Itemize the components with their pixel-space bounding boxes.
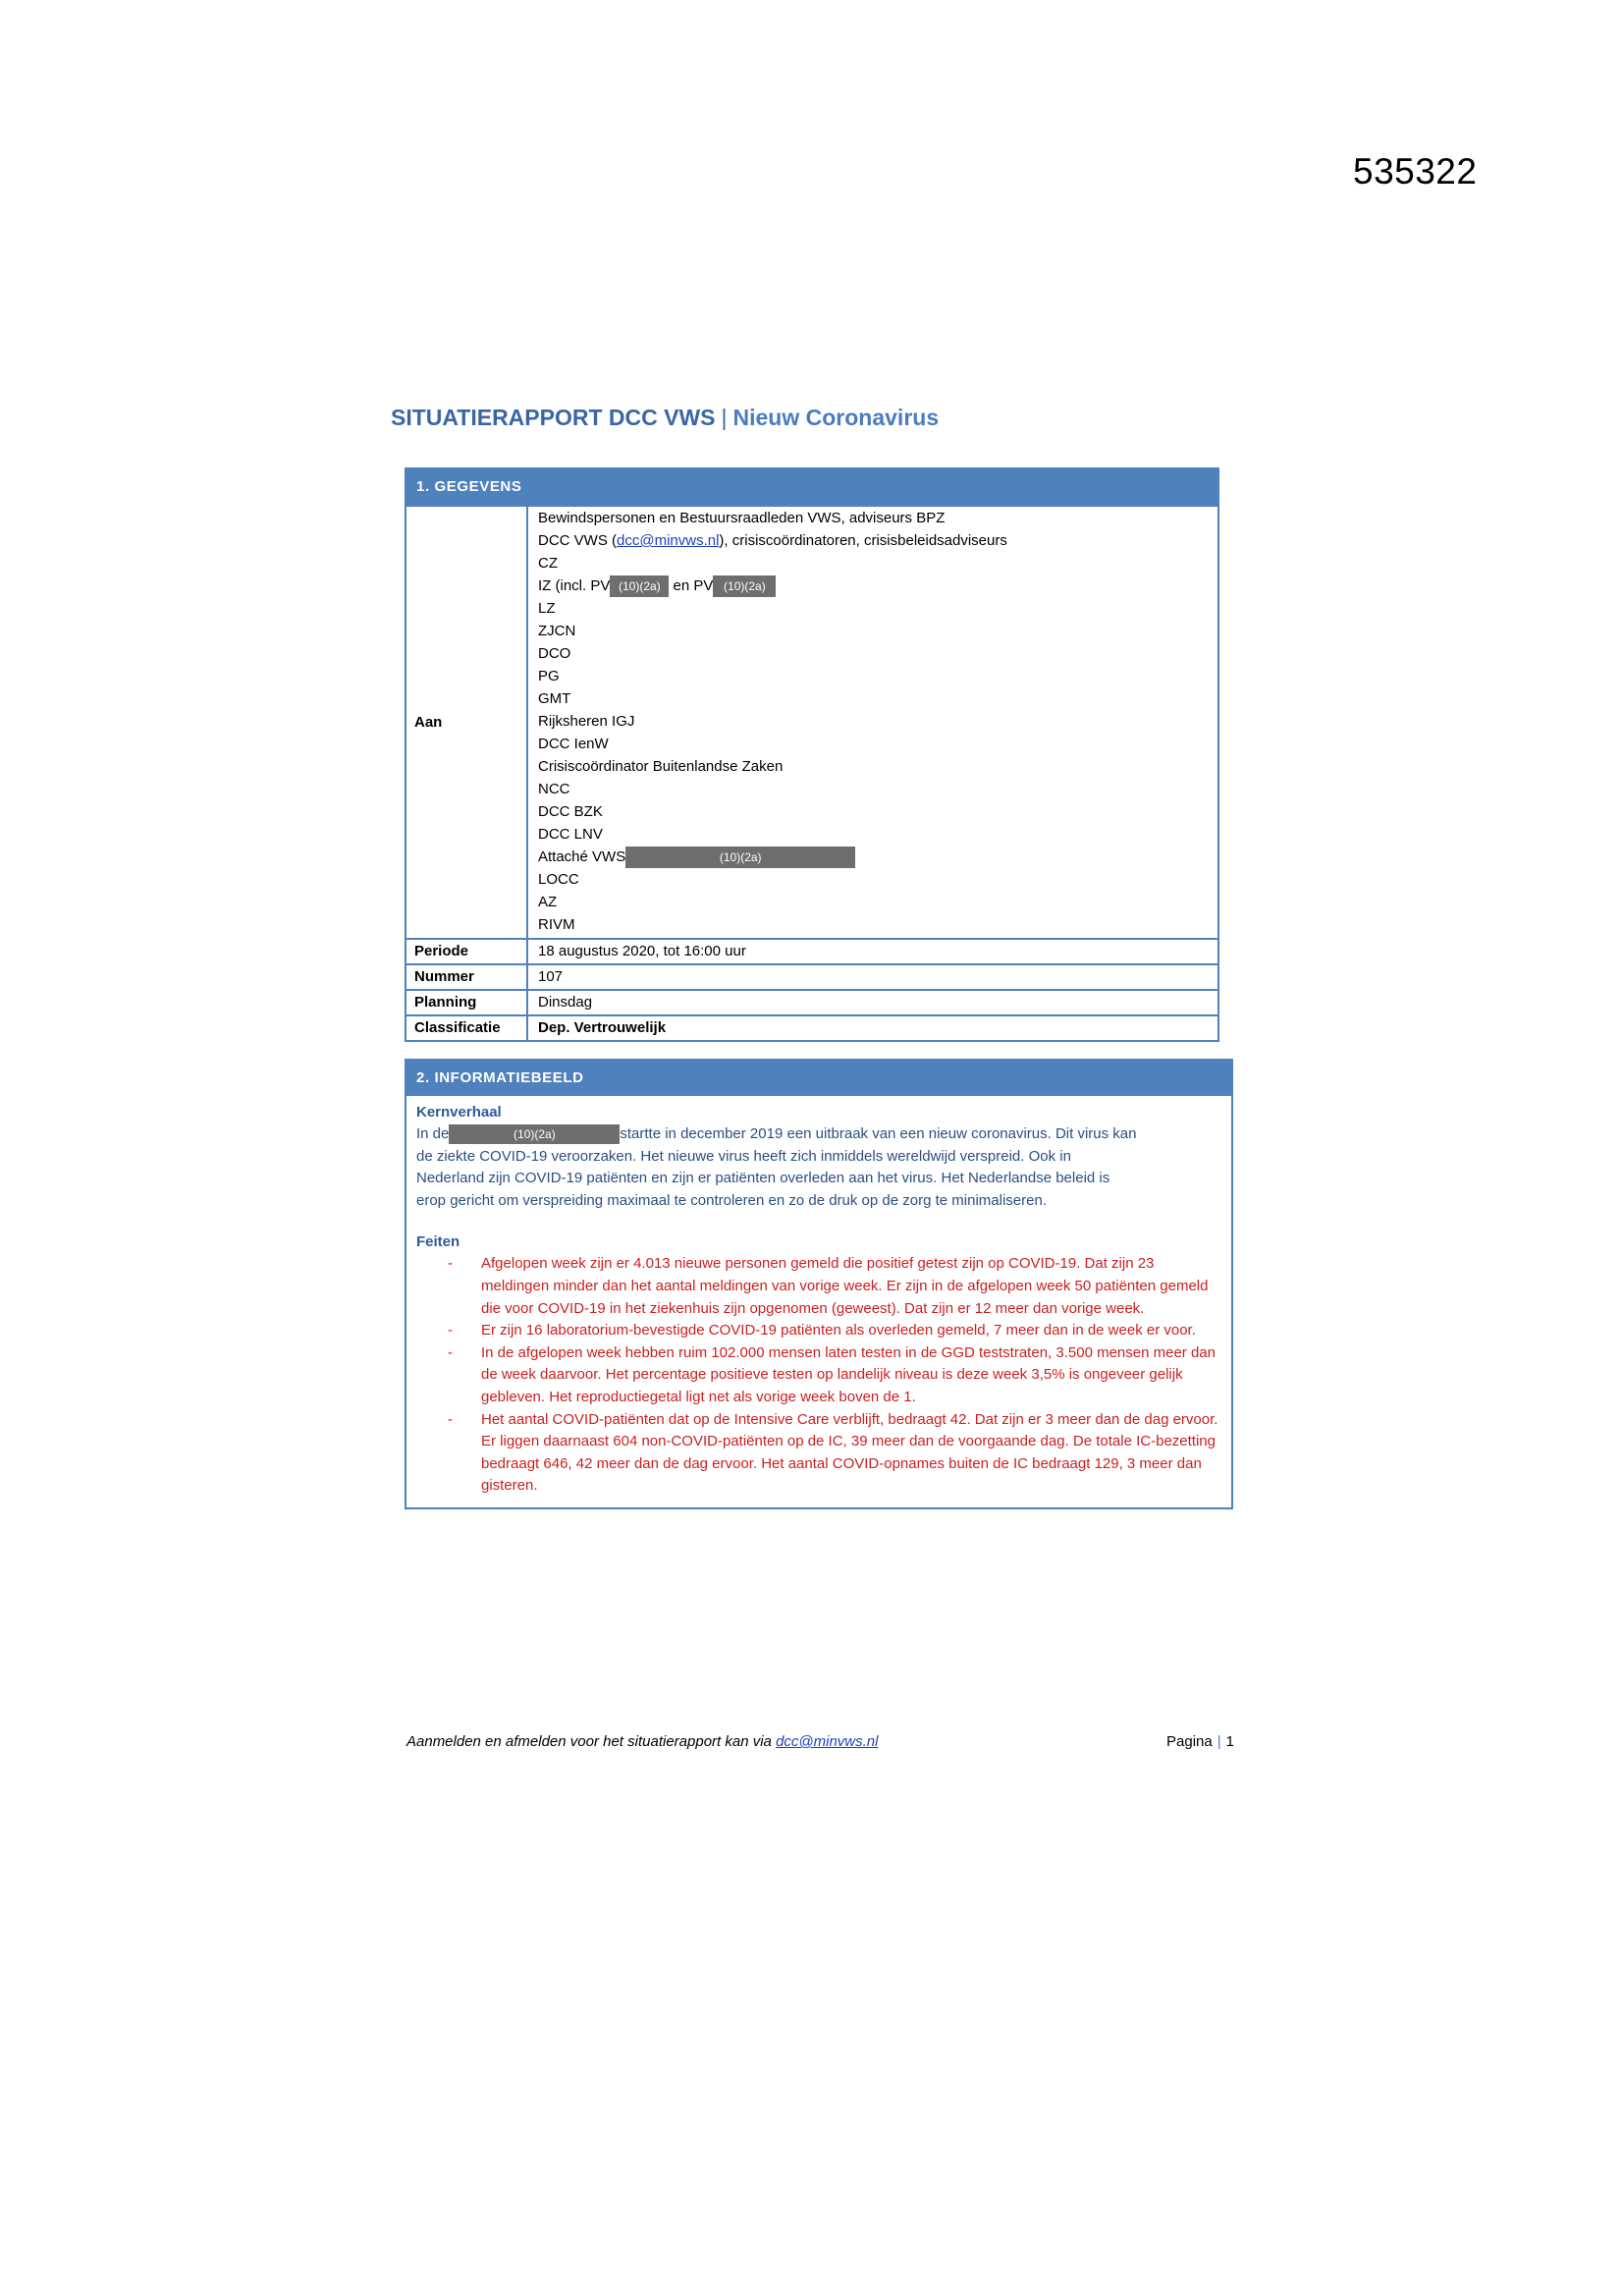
- footer-subscribe-note: [406, 1733, 878, 1750]
- row-classificatie-label: Classificatie: [406, 1016, 528, 1040]
- fact-text: Er zijn 16 laboratorium-bevestigde COVID-19 patiënten als overleden gemeld, 7 meer dan in de week er voor.: [481, 1322, 1196, 1339]
- bullet-dash: -: [448, 1255, 453, 1273]
- recipient-line: LOCC: [538, 871, 579, 888]
- kernverhaal-text: startte in december 2019 een uitbraak van een nieuw coronavirus. Dit virus kan: [620, 1125, 1137, 1142]
- recipient-line: DCC BZK: [538, 803, 603, 820]
- page-separator: |: [1217, 1733, 1221, 1750]
- fact-text: Het aantal COVID-patiënten dat op de Intensive Care verblijft, bedraagt 42. Dat zijn er 3 meer dan de dag ervoor. Er liggen daarnaast 604 non-COVID-patiënten op de IC, 39 meer dan de voorgaande dag. De totale IC-bezetting bedraagt 646, 42 meer dan de dag ervoor. Het aantal COVID-opnames buiten de IC bedraagt 129, 3 meer dan gisteren.: [481, 1410, 1218, 1495]
- redaction-block: (10)(2a): [610, 575, 669, 597]
- list-item: [416, 1253, 1223, 1320]
- section-gegevens-heading: 1. GEGEVENS: [406, 469, 1217, 505]
- bullet-dash: -: [448, 1322, 453, 1339]
- recipient-line: Bewindspersonen en Bestuursraadleden VWS, adviseurs BPZ: [538, 510, 946, 526]
- fact-text: In de afgelopen week hebben ruim 102.000 mensen laten testen in de GGD teststraten, 3.500 mensen meer dan de week daarvoor. Het percentage positieve testen op landelijk niveau is deze week 3,5% is ongeveer gelijk gebleven. Het reproductiegetal ligt net als vorige week boven de 1.: [481, 1343, 1216, 1405]
- recipient-line: DCO: [538, 645, 571, 662]
- recipient-line: [538, 529, 1217, 552]
- kernverhaal-line: Nederland zijn COVID-19 patiënten en zijn er patiënten overleden aan het virus. Het Nederlandse beleid is: [416, 1170, 1110, 1187]
- recipient-line: AZ: [538, 894, 558, 910]
- recipient-line: Rijksheren IGJ: [538, 713, 635, 730]
- kernverhaal-line: [416, 1123, 1223, 1146]
- recipient-line: ZJCN: [538, 623, 576, 639]
- section-informatiebeeld: [405, 1059, 1233, 1509]
- row-planning-value: Dinsdag: [538, 994, 593, 1011]
- kernverhaal-text: In de: [416, 1125, 450, 1142]
- redaction-block: (10)(2a): [449, 1124, 620, 1144]
- list-item: [416, 1342, 1223, 1409]
- row-periode: [406, 938, 1217, 963]
- row-classificatie: [406, 1014, 1217, 1040]
- recipient-line: LZ: [538, 600, 556, 617]
- row-planning-label: Planning: [406, 991, 528, 1014]
- kernverhaal-line: de ziekte COVID-19 veroorzaken. Het nieuwe virus heeft zich inmiddels wereldwijd verspreid. Ook in: [416, 1147, 1071, 1165]
- row-nummer-label: Nummer: [406, 965, 528, 989]
- bullet-dash: -: [448, 1343, 453, 1361]
- report-title-main: SITUATIERAPPORT DCC VWS: [391, 405, 716, 430]
- recipient-line: GMT: [538, 690, 571, 707]
- recipient-text: Attaché VWS: [538, 848, 626, 865]
- fact-text: Afgelopen week zijn er 4.013 nieuwe personen gemeld die positief getest zijn op COVID-19. Dat zijn 23 meldingen minder dan het aantal meldingen van vorige week. Er zijn in de afgelopen week 50 patiënten gemeld die voor COVID-19 in het ziekenhuis zijn opgenomen (geweest). Dat zijn er 12 meer dan vorige week.: [481, 1255, 1209, 1317]
- recipient-text: DCC VWS (: [538, 532, 617, 549]
- kernverhaal-line: erop gericht om verspreiding maximaal te controleren en zo de druk op de zorg te minimaliseren.: [416, 1191, 1047, 1209]
- recipient-line: [538, 846, 1217, 868]
- recipient-line: DCC IenW: [538, 736, 609, 752]
- redaction-block: (10)(2a): [713, 575, 776, 597]
- section-informatiebeeld-body: [406, 1096, 1231, 1507]
- document-number: 535322: [1353, 151, 1478, 191]
- row-periode-value: 18 augustus 2020, tot 16:00 uur: [538, 943, 746, 959]
- page-indicator: [1166, 1733, 1234, 1750]
- row-aan: [406, 505, 1217, 938]
- kernverhaal-heading: Kernverhaal: [416, 1104, 502, 1121]
- recipient-line: CZ: [538, 555, 558, 572]
- row-aan-label: Aan: [406, 507, 528, 938]
- redaction-block: (10)(2a): [625, 847, 855, 868]
- report-title-sub: Nieuw Coronavirus: [732, 405, 940, 430]
- feiten-heading: Feiten: [416, 1233, 460, 1251]
- report-title: [391, 405, 939, 431]
- list-item: [416, 1409, 1223, 1498]
- row-classificatie-value: Dep. Vertrouwelijk: [538, 1019, 667, 1036]
- list-item: [416, 1320, 1223, 1342]
- recipient-list: [528, 507, 1217, 938]
- section-gegevens: [405, 467, 1219, 1042]
- recipient-text: ), crisiscoördinatoren, crisisbeleidsadviseurs: [719, 532, 1007, 549]
- recipient-line: NCC: [538, 781, 570, 797]
- email-link[interactable]: dcc@minvws.nl: [617, 532, 720, 549]
- bullet-dash: -: [448, 1410, 453, 1428]
- recipient-line: PG: [538, 668, 560, 684]
- recipient-line: [538, 574, 1217, 597]
- row-periode-label: Periode: [406, 940, 528, 963]
- recipient-text: en PV: [669, 577, 714, 594]
- recipient-text: IZ (incl. PV: [538, 577, 611, 594]
- footer-email-link[interactable]: dcc@minvws.nl: [776, 1733, 879, 1750]
- feiten-list: [416, 1253, 1223, 1498]
- title-separator: |: [721, 405, 728, 430]
- page-number: 1: [1225, 1733, 1234, 1750]
- row-nummer-value: 107: [538, 968, 564, 985]
- page-label: Pagina: [1166, 1733, 1213, 1750]
- footer-text: Aanmelden en afmelden voor het situatierapport kan via: [406, 1733, 777, 1750]
- kernverhaal-paragraph: [416, 1123, 1223, 1212]
- section-informatiebeeld-heading: 2. INFORMATIEBEELD: [406, 1061, 1231, 1096]
- recipient-line: Crisiscoördinator Buitenlandse Zaken: [538, 758, 784, 775]
- recipient-line: RIVM: [538, 916, 575, 933]
- recipient-line: DCC LNV: [538, 826, 603, 843]
- row-planning: [406, 989, 1217, 1014]
- row-nummer: [406, 963, 1217, 989]
